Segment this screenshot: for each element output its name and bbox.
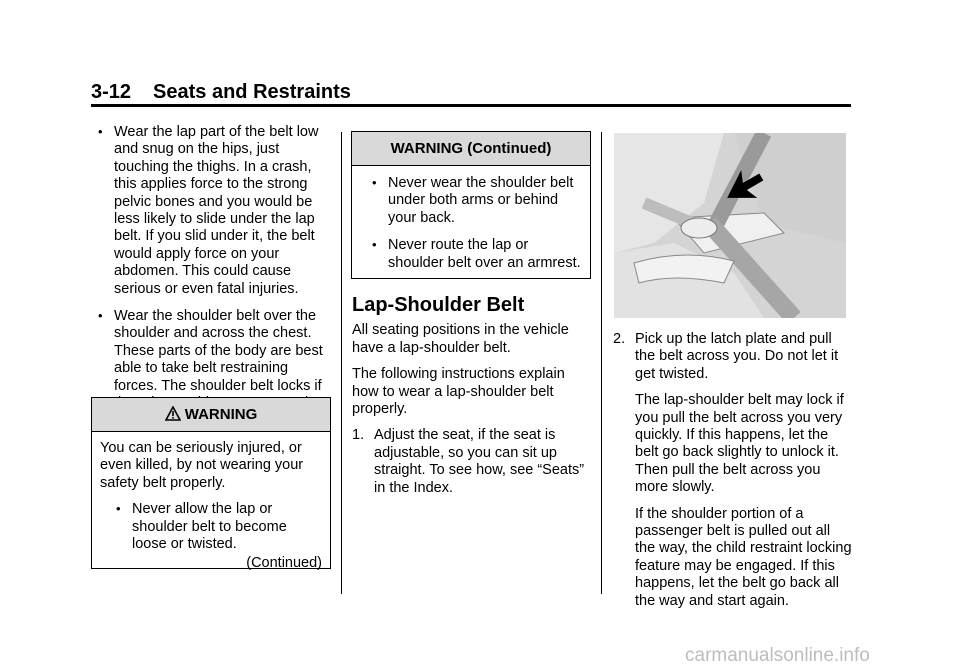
warning-body	[92, 432, 330, 579]
step-text: Pick up the latch plate and pull the belt across you. Do not let it get twisted.	[635, 331, 839, 382]
bullet-item: • Wear the lap part of the belt low and snug on the hips, just touching the thighs. In a crash, this applies force to the strong pelvic bones and you would be less likely to slide under the lap belt. If you slid under it, the belt would apply force on your abdomen. This could cause serious or even fatal injuries.	[92, 124, 332, 298]
warning-continued-box	[351, 131, 591, 279]
warning-bullet: • Never allow the lap or shoulder belt to become loose or twisted.	[110, 501, 322, 553]
step-1	[352, 427, 588, 497]
page-number: 3-12	[91, 81, 132, 103]
warning-title-bar	[92, 398, 330, 432]
bullet-item: • Wear the shoulder belt over the shoulder and across the chest. These parts of the body are best able to take belt restraining forces. The shoulder belt locks if	[92, 308, 332, 412]
paragraph: If the shoulder portion of a passenger belt is pulled out all the way, the child restraint locking feature may be engaged. If this happens, let the belt go back all the way and start again.	[635, 505, 852, 609]
warning-bullet: • Never wear the shoulder belt under both arms or behind your back.	[366, 175, 582, 227]
warning-triangle-icon	[165, 406, 181, 421]
section-heading: Lap-Shoulder Belt	[352, 294, 525, 316]
seatbelt-latch-illustration	[614, 133, 846, 318]
step-text: Adjust the seat, if the seat is adjustable, so you can sit up straight. To see how, see “Seats” in the Index.	[374, 427, 585, 496]
column-3-text	[613, 331, 853, 619]
column-1	[92, 124, 332, 423]
column-divider	[341, 132, 342, 594]
step-2	[613, 331, 853, 610]
continued-label: (Continued)	[246, 555, 322, 572]
warning-bullet: • Never route the lap or shoulder belt over an armrest.	[366, 237, 582, 272]
paragraph: All seating positions in the vehicle have a lap-shoulder belt.	[352, 322, 569, 356]
step-number: 1.	[352, 427, 365, 444]
page-header	[91, 81, 351, 104]
column-2-text	[352, 294, 588, 497]
paragraph: The lap-shoulder belt may lock if you pull the belt across you very quickly. If this happens, let the belt go back slightly to unlock it. Then pull the belt across you more slowly.	[635, 392, 844, 496]
header-rule	[91, 104, 851, 107]
paragraph: The following instructions explain how to wear a lap-shoulder belt properly.	[352, 366, 565, 418]
step-number: 2.	[613, 331, 626, 347]
warning-body	[352, 166, 590, 288]
column-divider	[601, 132, 602, 594]
watermark: carmanualsonline.info	[685, 645, 870, 666]
section-title: Seats and Restraints	[153, 81, 351, 103]
warning-title: WARNING	[184, 406, 258, 423]
warning-text: You can be seriously injured, or even killed, by not wearing your safety belt properly.	[100, 440, 304, 491]
warning-box	[91, 397, 331, 572]
warning-title-bar: WARNING (Continued)	[352, 132, 590, 166]
